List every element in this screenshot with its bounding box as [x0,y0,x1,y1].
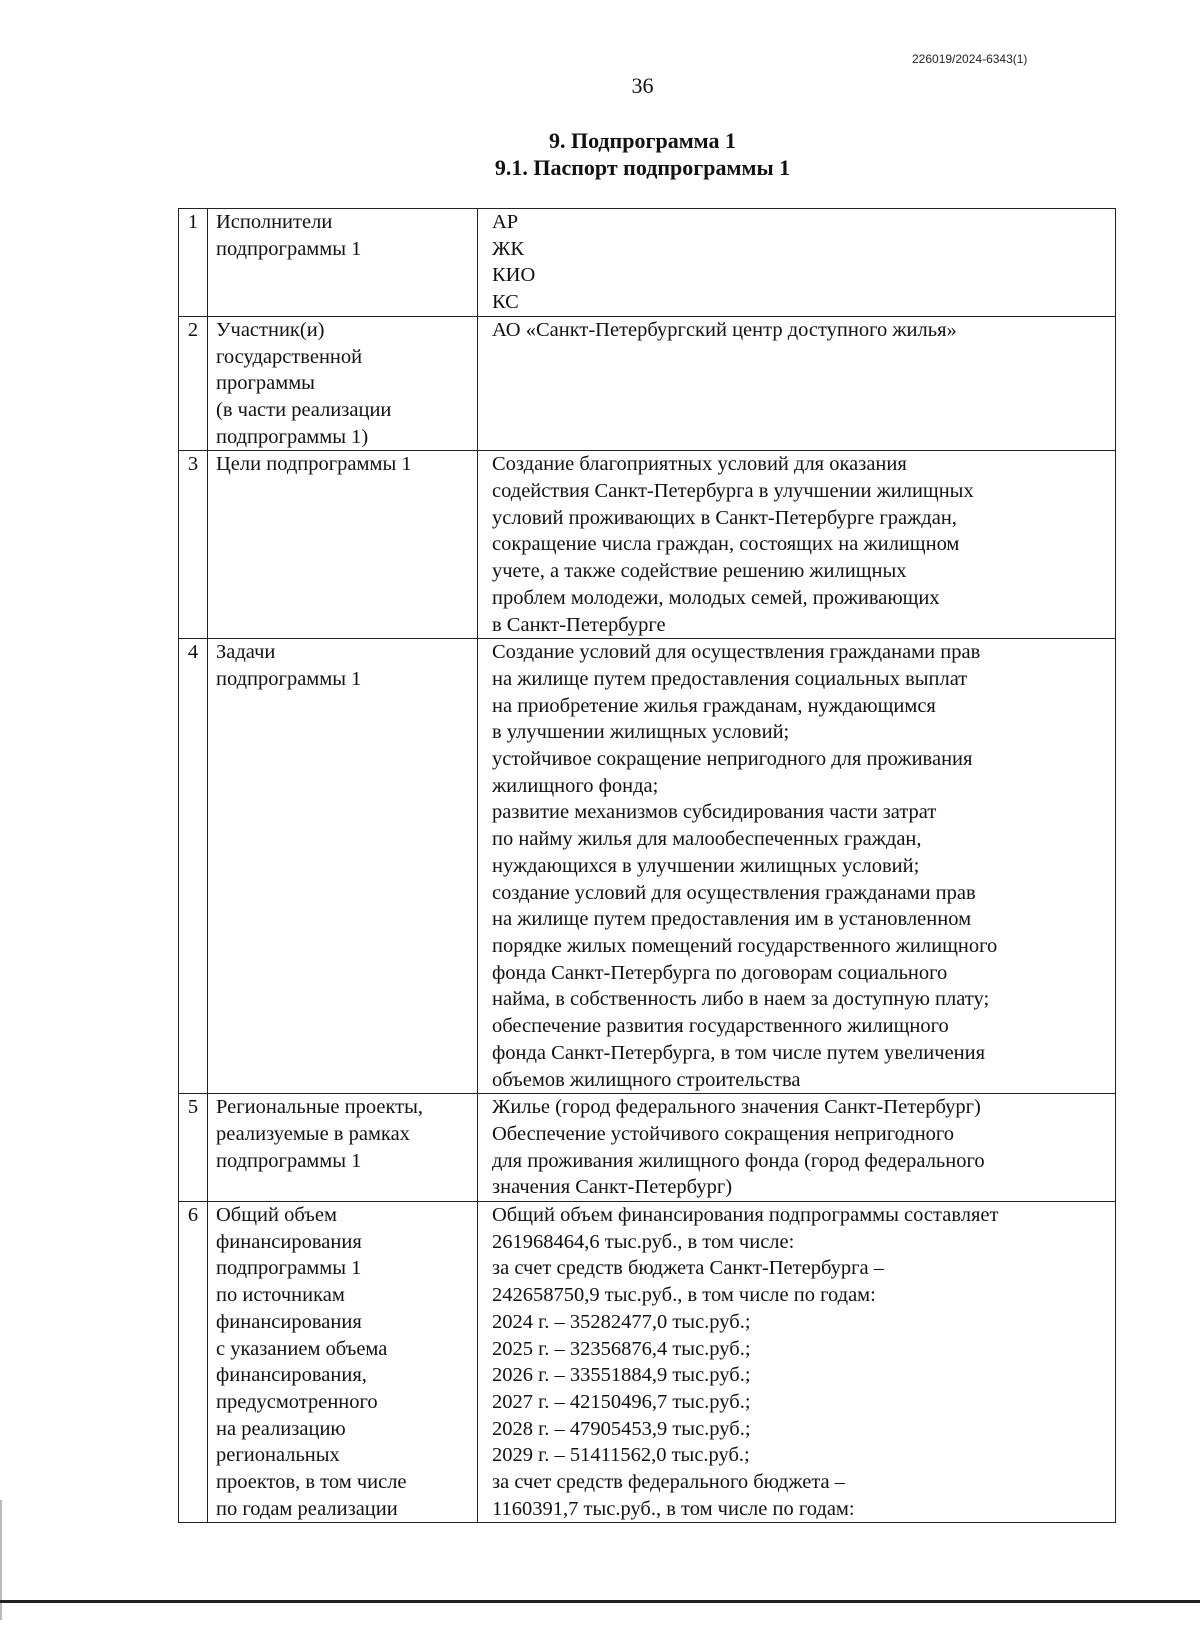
value-line: развитие механизмов субсидирования части затрат [492,801,937,824]
value-line: условий проживающих в Санкт-Петербурге граждан, [492,506,957,529]
table-row [179,451,1116,639]
value-line: АР [492,211,519,233]
row-value-cell [478,209,1116,317]
row-value-cell [478,451,1116,639]
row-number: 3 [179,451,208,639]
label-line: финансирования, [216,1364,367,1387]
section-heading: 9. Подпрограмма 1 [548,128,737,153]
value-line: проблем молодежи, молодых семей, проживающих [492,586,940,609]
value-line: жилищного фонда; [492,774,659,797]
value-line: значения Санкт-Петербург) [492,1176,733,1199]
scan-border-line [0,1600,1200,1603]
value-line: учете, а также содействие решению жилищных [492,560,907,583]
label-line: Цели подпрограммы 1 [216,453,412,476]
value-line: в Санкт-Петербурге [492,613,666,636]
label-line: (в части реализации [216,398,392,421]
row-value-cell [478,639,1116,1094]
label-line: подпрограммы 1 [216,1149,362,1172]
label-line: подпрограммы 1) [216,425,369,448]
row-number: 4 [179,639,208,1094]
value-line: содействия Санкт-Петербурга в улучшении жилищных [492,480,974,503]
table-row [179,1094,1116,1202]
row-label-cell [208,1094,478,1202]
label-line: проектов, в том числе [216,1471,407,1494]
value-line: 2026 г. – 33551884,9 тыс.руб.; [492,1364,751,1387]
table-row [179,209,1116,317]
label-line: реализуемые в рамках [216,1122,410,1145]
subsection-heading: 9.1. Паспорт подпрограммы 1 [494,155,791,180]
value-line: сокращение числа граждан, состоящих на жилищном [492,533,960,556]
label-line: финансирования [216,1310,362,1333]
value-line: для проживания жилищного фонда (город федерального [492,1149,985,1172]
value-line: объемов жилищного строительства [492,1068,801,1091]
label-line: подпрограммы 1 [216,1257,362,1280]
value-line: КС [492,291,519,314]
value-line: Обеспечение устойчивого сокращения непригодного [492,1122,955,1145]
label-line: по источникам [216,1284,345,1307]
value-line: Создание благоприятных условий для оказания [492,453,907,476]
value-line: найма, в собственность либо в наем за доступную плату; [492,988,990,1011]
value-line: Жилье (город федерального значения Санкт-Петербург) [492,1096,981,1119]
value-line: 2025 г. – 32356876,4 тыс.руб.; [492,1337,751,1360]
row-label-cell [208,1202,478,1523]
label-line: Исполнители [216,211,333,233]
value-line: обеспечение развития государственного жилищного [492,1015,949,1038]
value-line: в улучшении жилищных условий; [492,721,790,744]
value-line: устойчивое сокращение непригодного для проживания [492,748,973,771]
value-line: на жилище путем предоставления им в установленном [492,908,972,931]
row-value-cell [478,1202,1116,1523]
row-number: 2 [179,316,208,451]
label-line: программы [216,372,315,395]
label-line: на реализацию [216,1417,346,1440]
label-line: Задачи [216,641,276,664]
value-line: на приобретение жилья гражданам, нуждающимся [492,694,936,717]
row-number: 6 [179,1202,208,1523]
label-line: предусмотренного [216,1390,378,1413]
label-line: финансирования [216,1230,362,1253]
value-line: 242658750,9 тыс.руб., в том числе по годам: [492,1284,876,1307]
value-line: за счет средств федерального бюджета – [492,1471,846,1494]
row-label-cell [208,316,478,451]
value-line: 2028 г. – 47905453,9 тыс.руб.; [492,1417,751,1440]
row-number: 1 [179,209,208,317]
value-line: 1160391,7 тыс.руб., в том числе по годам: [492,1497,855,1520]
value-line: КИО [492,264,536,287]
value-line: создание условий для осуществления гражданами прав [492,881,976,904]
label-line: подпрограммы 1 [216,237,362,260]
value-line: фонда Санкт-Петербурга, в том числе путем увеличения [492,1041,986,1064]
value-line: нуждающихся в улучшении жилищных условий; [492,854,920,877]
row-value-cell [478,316,1116,451]
row-value-cell [478,1094,1116,1202]
label-line: подпрограммы 1 [216,667,362,690]
value-line: Общий объем финансирования подпрограммы составляет [492,1204,999,1227]
value-line: порядке жилых помещений государственного жилищного [492,934,998,957]
value-line: Создание условий для осуществления гражданами прав [492,641,981,664]
label-line: Общий объем [216,1204,337,1227]
label-line: по годам реализации [216,1497,398,1520]
value-line: фонда Санкт-Петербурга по договорам социального [492,961,948,984]
row-label-cell [208,639,478,1094]
document-registration-number: 226019/2024-6343(1) [912,52,1028,66]
value-line: по найму жилья для малообеспеченных граждан, [492,828,922,851]
value-line: 2027 г. – 42150496,7 тыс.руб.; [492,1390,751,1413]
label-line: региональных [216,1444,340,1467]
value-line: за счет средств бюджета Санкт-Петербурга – [492,1257,884,1280]
page-number: 36 [631,73,654,98]
table-row [179,316,1116,451]
value-line: АО «Санкт-Петербургский центр доступного жилья» [492,318,957,341]
value-line: 2024 г. – 35282477,0 тыс.руб.; [492,1310,751,1333]
subprogram-passport-table [178,208,1116,1523]
value-line: ЖК [492,237,525,260]
table-row [179,639,1116,1094]
table-row [179,1202,1116,1523]
row-label-cell [208,209,478,317]
value-line: на жилище путем предоставления социальных выплат [492,667,968,690]
row-label-cell [208,451,478,639]
label-line: Региональные проекты, [216,1096,424,1119]
label-line: с указанием объема [216,1337,388,1360]
label-line: Участник(и) [216,318,325,341]
value-line: 261968464,6 тыс.руб., в том числе: [492,1230,795,1253]
row-number: 5 [179,1094,208,1202]
value-line: 2029 г. – 51411562,0 тыс.руб.; [492,1444,750,1467]
label-line: государственной [216,345,363,368]
